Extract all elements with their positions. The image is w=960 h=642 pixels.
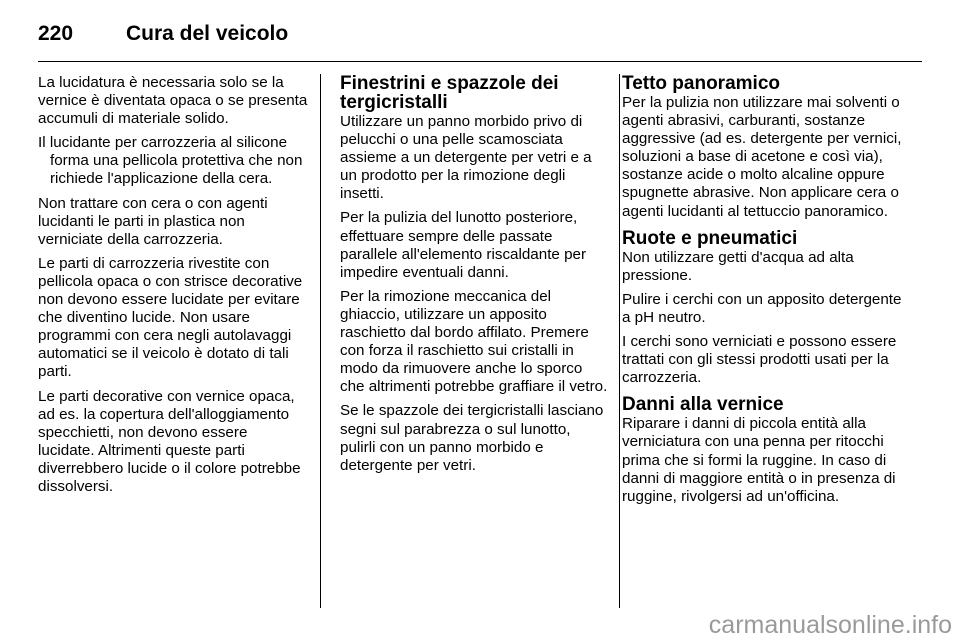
paragraph: Per la rimozione meccanica del ghiaccio, utilizzare un apposito raschietto dal bordo affilato. Premere con forza il raschietto sui cristalli in modo da rimuovere anche lo sporco che altrimenti potrebbe graffiare il vetro. xyxy=(340,287,608,396)
column-divider xyxy=(320,74,321,608)
page-header xyxy=(38,18,288,50)
header-rule xyxy=(38,61,922,62)
paragraph: La lucidatura è necessaria solo se la vernice è diventata opaca o se presenta accumuli di materiale solido. xyxy=(38,74,308,128)
paragraph: I cerchi sono verniciati e possono essere trattati con gli stessi prodotti usati per la carrozzeria. xyxy=(622,333,897,387)
paragraph: Per la pulizia del lunotto posteriore, effettuare sempre delle passate parallele all'elemento riscaldante per impedire eventuali danni. xyxy=(340,209,587,281)
column-divider xyxy=(619,74,620,608)
section-heading-panoramic-roof: Tetto panoramico xyxy=(622,73,780,94)
paragraph: Utilizzare un panno morbido privo di pelucchi o una pelle scamosciata assieme a un detergente per vetri e a un prodotto per la rimozione degli insetti. xyxy=(340,113,592,203)
paragraph: Le parti di carrozzeria rivestite con pellicola opaca o con strisce decorative non devono essere lucidate per evitare che diventino lucide. Non usare programmi con cera negli autolavaggi automatici se il veicolo è dotato di tali parti. xyxy=(38,254,303,381)
section-heading-wheels-tyres: Ruote e pneumatici xyxy=(622,227,798,249)
section-heading-windows-wipers: Finestrini e spazzole dei tergicristalli xyxy=(340,73,559,113)
column-2 xyxy=(340,74,610,481)
paragraph: Il lucidante per carrozzeria al silicone forma una pellicola protettiva che non richiede l'applicazione della cera. xyxy=(38,134,303,188)
paragraph: Non trattare con cera o con agenti lucidanti le parti in plastica non verniciate della carrozzeria. xyxy=(38,194,268,248)
watermark: carmanualsonline.info xyxy=(708,611,952,639)
paragraph: Per la pulizia non utilizzare mai solventi o agenti abrasivi, carburanti, sostanze aggressive (ad es. detergente per vernici, soluzioni a base di acetone e così via), sostanze acide o molto alcaline oppure spugnette abrasive. Non applicare cera o agenti lucidanti al tettuccio panoramico. xyxy=(622,94,902,220)
section-heading-paint-damage: Danni alla vernice xyxy=(622,394,784,416)
column-3 xyxy=(622,74,904,512)
paragraph: Se le spazzole dei tergicristalli lasciano segni sul parabrezza o sul lunotto, pulirli con un panno morbido e detergente per vetri. xyxy=(340,402,604,474)
paragraph: Riparare i danni di piccola entità alla verniciatura con una penna per ritocchi prima che si formi la ruggine. In caso di danni di maggiore entità o in presenza di ruggine, rivolgersi ad un'officina. xyxy=(622,415,896,505)
paragraph: Le parti decorative con vernice opaca, ad es. la copertura dell'alloggiamento specchietti, non devono essere lucidate. Altrimenti queste parti diverrebbero lucide o il colore potrebbe dissolversi. xyxy=(38,387,301,495)
column-1 xyxy=(38,74,308,502)
page-number: 220 xyxy=(38,22,74,45)
paragraph: Non utilizzare getti d'acqua ad alta pressione. xyxy=(622,248,854,284)
page-title: Cura del veicolo xyxy=(126,22,289,45)
paragraph: Pulire i cerchi con un apposito detergente a pH neutro. xyxy=(622,290,902,326)
